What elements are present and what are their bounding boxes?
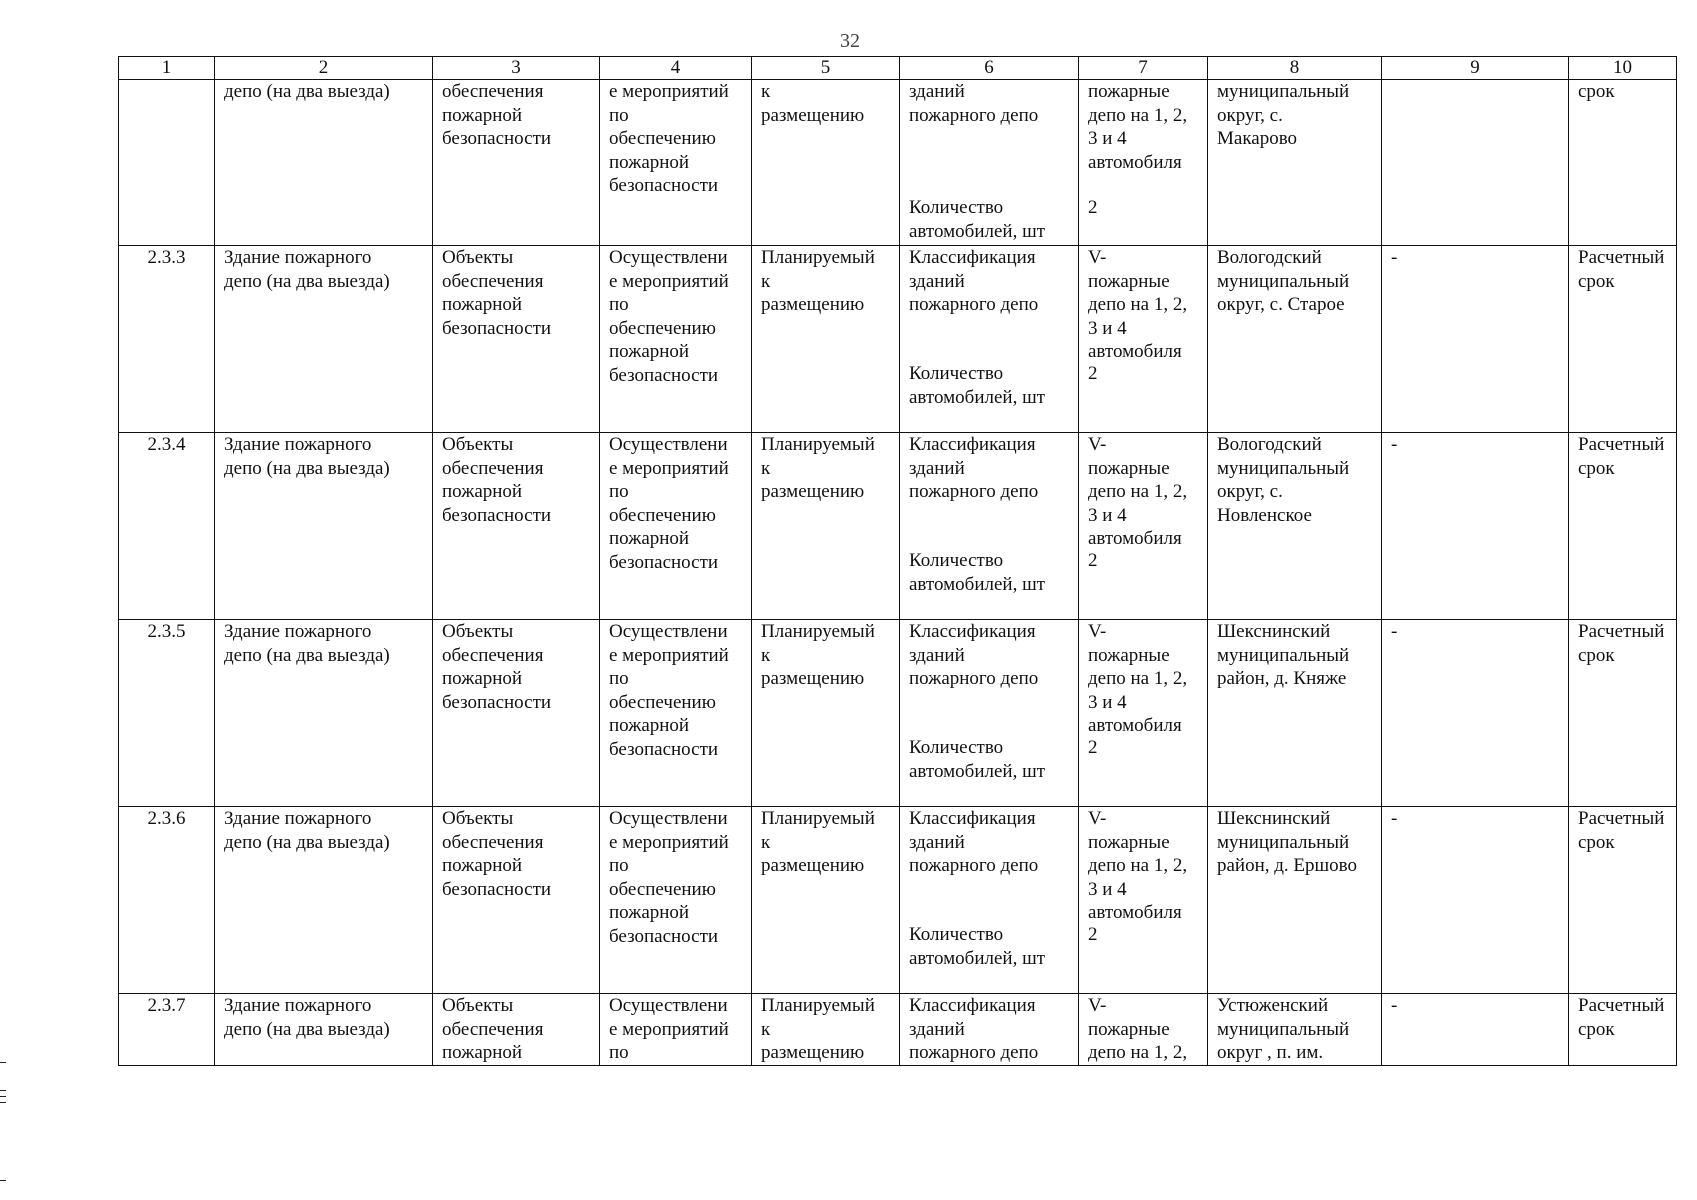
- table-row: [119, 246, 1677, 433]
- characteristic-value-bottom: 2: [1088, 550, 1098, 571]
- characteristic-value-top: V- пожарные депо на 1, 2, 3 и 4 автомобиля: [1088, 247, 1188, 362]
- characteristic-label: [900, 80, 1079, 246]
- object-status: Планируемый к размещению: [752, 807, 900, 994]
- characteristic-label: [900, 433, 1079, 620]
- characteristic-label-bottom: Количество автомобилей, шт: [909, 737, 1045, 782]
- column-header: 2: [215, 57, 433, 80]
- implementation-term: Расчетный срок: [1569, 994, 1677, 1066]
- row-number: [119, 80, 215, 246]
- characteristic-value-top: пожарные депо на 1, 2, 3 и 4 автомобиля: [1088, 81, 1188, 173]
- object-category: Объекты обеспечения пожарной безопасности: [433, 433, 600, 620]
- object-location: Вологодский муниципальный округ, с. Новленское: [1208, 433, 1382, 620]
- object-category: Объекты обеспечения пожарной безопасности: [433, 620, 600, 807]
- object-status: Планируемый к размещению: [752, 620, 900, 807]
- zone-type: -: [1382, 807, 1569, 994]
- characteristic-value-bottom: 2: [1088, 197, 1098, 218]
- planned-objects-table: [118, 56, 1677, 1066]
- row-number: 2.3.4: [119, 433, 215, 620]
- object-name: депо (на два выезда): [215, 80, 433, 246]
- characteristic-label: Классификация зданий пожарного депо: [900, 994, 1079, 1066]
- margin-mark: [0, 1096, 6, 1097]
- characteristic-value: [1079, 433, 1208, 620]
- implementation-term: Расчетный срок: [1569, 620, 1677, 807]
- characteristic-label-top: Классификация зданий пожарного депо: [909, 808, 1039, 876]
- zone-type: -: [1382, 620, 1569, 807]
- table-row: [119, 994, 1677, 1066]
- column-header: 10: [1569, 57, 1677, 80]
- object-category: Объекты обеспечения пожарной безопасности: [433, 246, 600, 433]
- object-category: Объекты обеспечения пожарной безопасности: [433, 807, 600, 994]
- object-category: обеспечения пожарной безопасности: [433, 80, 600, 246]
- row-number: 2.3.5: [119, 620, 215, 807]
- characteristic-label-bottom: Количество автомобилей, шт: [909, 197, 1045, 242]
- column-header: 4: [600, 57, 752, 80]
- implementation-term: Расчетный срок: [1569, 246, 1677, 433]
- zone-type: -: [1382, 433, 1569, 620]
- characteristic-value-top: V- пожарные депо на 1, 2, 3 и 4 автомобиля: [1088, 434, 1188, 549]
- characteristic-value-top: V- пожарные депо на 1, 2, 3 и 4 автомобиля: [1088, 808, 1188, 923]
- object-purpose: Осуществлени е мероприятий по обеспечению пожарной безопасности: [600, 620, 752, 807]
- object-name: Здание пожарного депо (на два выезда): [215, 994, 433, 1066]
- column-header: 1: [119, 57, 215, 80]
- characteristic-label: [900, 620, 1079, 807]
- object-status: к размещению: [752, 80, 900, 246]
- object-purpose: Осуществлени е мероприятий по: [600, 994, 752, 1066]
- column-header: 7: [1079, 57, 1208, 80]
- object-purpose: Осуществлени е мероприятий по обеспечению пожарной безопасности: [600, 246, 752, 433]
- table-row: [119, 433, 1677, 620]
- margin-mark: [0, 1180, 6, 1181]
- object-location: Шекснинский муниципальный район, д. Княже: [1208, 620, 1382, 807]
- margin-mark: [0, 1062, 6, 1063]
- implementation-term: Расчетный срок: [1569, 807, 1677, 994]
- column-header: 8: [1208, 57, 1382, 80]
- object-status: Планируемый к размещению: [752, 994, 900, 1066]
- table-row: [119, 807, 1677, 994]
- object-location: Вологодский муниципальный округ, с. Старое: [1208, 246, 1382, 433]
- object-name: Здание пожарного депо (на два выезда): [215, 246, 433, 433]
- characteristic-label: [900, 246, 1079, 433]
- object-name: Здание пожарного депо (на два выезда): [215, 620, 433, 807]
- characteristic-label-top: Классификация зданий пожарного депо: [909, 434, 1039, 502]
- characteristic-value-top: V- пожарные депо на 1, 2, 3 и 4 автомобиля: [1088, 621, 1188, 736]
- object-name: Здание пожарного депо (на два выезда): [215, 807, 433, 994]
- object-location: муниципальный округ, с. Макарово: [1208, 80, 1382, 246]
- object-status: Планируемый к размещению: [752, 433, 900, 620]
- zone-type: [1382, 80, 1569, 246]
- row-number: 2.3.7: [119, 994, 215, 1066]
- column-number-row: [119, 57, 1677, 80]
- table-row: [119, 80, 1677, 246]
- characteristic-label-bottom: Количество автомобилей, шт: [909, 363, 1045, 408]
- characteristic-value-bottom: 2: [1088, 737, 1098, 758]
- column-header: 6: [900, 57, 1079, 80]
- characteristic-label: [900, 807, 1079, 994]
- characteristic-label-bottom: Количество автомобилей, шт: [909, 550, 1045, 595]
- column-header: 5: [752, 57, 900, 80]
- implementation-term: Расчетный срок: [1569, 433, 1677, 620]
- object-status: Планируемый к размещению: [752, 246, 900, 433]
- object-category: Объекты обеспечения пожарной: [433, 994, 600, 1066]
- characteristic-label-bottom: Количество автомобилей, шт: [909, 924, 1045, 969]
- table-row: [119, 620, 1677, 807]
- characteristic-value: [1079, 807, 1208, 994]
- column-header: 9: [1382, 57, 1569, 80]
- margin-mark: [0, 1090, 6, 1091]
- object-location: Устюженский муниципальный округ , п. им.: [1208, 994, 1382, 1066]
- implementation-term: срок: [1569, 80, 1677, 246]
- margin-mark: [0, 1102, 6, 1103]
- object-purpose: Осуществлени е мероприятий по обеспечению пожарной безопасности: [600, 807, 752, 994]
- object-purpose: Осуществлени е мероприятий по обеспечению пожарной безопасности: [600, 433, 752, 620]
- column-header: 3: [433, 57, 600, 80]
- characteristic-label-top: Классификация зданий пожарного депо: [909, 621, 1039, 689]
- characteristic-value: V- пожарные депо на 1, 2,: [1079, 994, 1208, 1066]
- object-location: Шекснинский муниципальный район, д. Ершово: [1208, 807, 1382, 994]
- characteristic-label-top: Классификация зданий пожарного депо: [909, 247, 1039, 315]
- characteristic-value-bottom: 2: [1088, 924, 1098, 945]
- characteristic-value-bottom: 2: [1088, 363, 1098, 384]
- row-number: 2.3.3: [119, 246, 215, 433]
- characteristic-value: [1079, 246, 1208, 433]
- object-name: Здание пожарного депо (на два выезда): [215, 433, 433, 620]
- characteristic-value: [1079, 80, 1208, 246]
- characteristic-label-top: зданий пожарного депо: [909, 81, 1039, 126]
- zone-type: -: [1382, 246, 1569, 433]
- zone-type: -: [1382, 994, 1569, 1066]
- row-number: 2.3.6: [119, 807, 215, 994]
- characteristic-value: [1079, 620, 1208, 807]
- page-number: 32: [840, 30, 860, 52]
- object-purpose: е мероприятий по обеспечению пожарной безопасности: [600, 80, 752, 246]
